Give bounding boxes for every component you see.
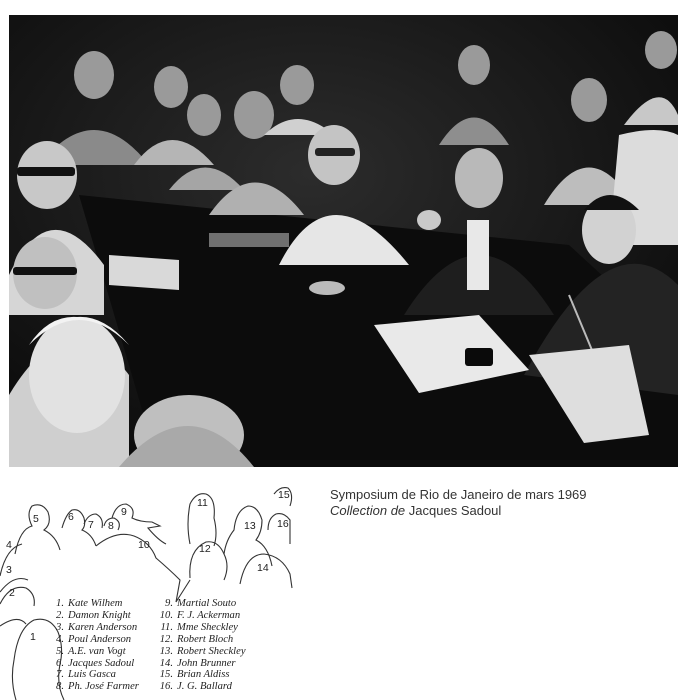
key-number-2: 2 bbox=[9, 587, 15, 599]
legend-item: 6. Jacques Sadoul bbox=[56, 657, 135, 669]
caption-subtitle-prefix: Collection de bbox=[330, 503, 406, 518]
legend-item: 12. Robert Bloch bbox=[159, 633, 234, 645]
key-number-15: 15 bbox=[278, 489, 290, 501]
legend-column-1 bbox=[46, 598, 139, 693]
key-number-8: 8 bbox=[108, 520, 114, 532]
key-number-13: 13 bbox=[244, 520, 256, 532]
key-number-1: 1 bbox=[30, 631, 36, 643]
legend-column-2 bbox=[155, 598, 246, 693]
key-number-16: 16 bbox=[277, 518, 289, 530]
legend-item: 2. Damon Knight bbox=[56, 609, 131, 621]
key-number-6: 6 bbox=[68, 511, 74, 523]
caption-subtitle-name: Jacques Sadoul bbox=[408, 503, 502, 518]
legend-item: 3. Karen Anderson bbox=[56, 621, 138, 633]
key-number-3: 3 bbox=[6, 564, 12, 576]
key-number-14: 14 bbox=[257, 562, 269, 574]
key-number-7: 7 bbox=[88, 519, 94, 531]
legend-item: 5. A.E. van Vogt bbox=[56, 645, 126, 657]
photo-illustration bbox=[9, 15, 678, 467]
legend-item: 7. Luis Gasca bbox=[56, 669, 116, 681]
legend-item: 15. Brian Aldiss bbox=[159, 669, 230, 681]
legend-item: 16. J. G. Ballard bbox=[159, 681, 232, 693]
silhouette-key bbox=[0, 484, 300, 700]
key-number-5: 5 bbox=[33, 513, 39, 525]
caption-title: Symposium de Rio de Janeiro de mars 1969 bbox=[330, 487, 587, 502]
legend-item: 14. John Brunner bbox=[159, 657, 236, 669]
key-number-4: 4 bbox=[6, 539, 12, 551]
key-number-11: 11 bbox=[197, 497, 208, 509]
legend-item: 8. Ph. José Farmer bbox=[56, 681, 139, 693]
legend-item: 13. Robert Sheckley bbox=[159, 645, 246, 657]
photo-caption bbox=[330, 487, 670, 519]
legend-item: 11. Mme Sheckley bbox=[160, 621, 238, 633]
legend-item: 10. F. J. Ackerman bbox=[159, 609, 241, 621]
legend-item: 9. Martial Souto bbox=[165, 598, 237, 609]
caption-subtitle bbox=[330, 503, 670, 519]
key-number-12: 12 bbox=[199, 543, 211, 555]
key-number-10: 10 bbox=[138, 539, 150, 551]
legend-item: 1. Kate Wilhem bbox=[56, 598, 123, 609]
symposium-photo bbox=[9, 15, 678, 467]
key-number-9: 9 bbox=[121, 506, 127, 518]
legend-item: 4. Poul Anderson bbox=[56, 633, 132, 645]
